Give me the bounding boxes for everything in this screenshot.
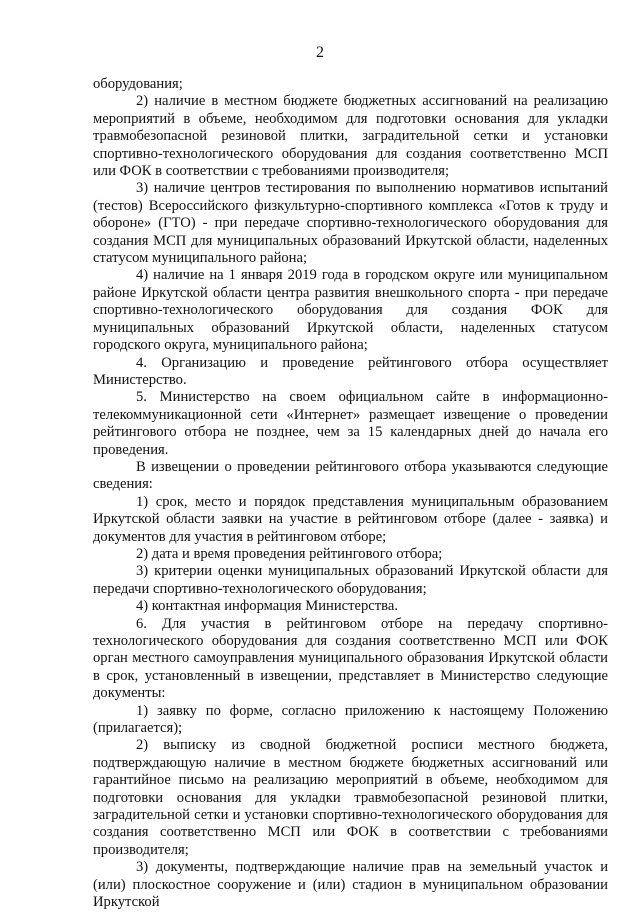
paragraph-item-4-sports-center: 4) наличие на 1 января 2019 года в городском округе или муниципальном районе Иркутской области центра развития внешкольного спорта - при передаче спортивно-технологического оборудования для создания ФОК для муниципальных образований Иркутской области, наделенных статусом городского округа, муниципального района; <box>93 267 608 354</box>
paragraph-doc-item-2: 2) выписку из сводной бюджетной росписи местного бюджета, подтверждающую наличие в местном бюджете бюджетных ассигнований или гарантийное письмо на реализацию мероприятий в объеме, необходимом для подготовки основания для укладки травмобезопасной резиновой плитки, заградительной сетки и установки спортивно-технологического оборудования для создания соответственно МСП или ФОК в соответствии с требованиями производителя; <box>93 737 608 858</box>
paragraph-notice-intro: В извещении о проведении рейтингового отбора указываются следующие сведения: <box>93 458 608 493</box>
page-number: 2 <box>316 44 324 61</box>
paragraph-notice-item-2: 2) дата и время проведения рейтингового отбора; <box>136 545 443 562</box>
paragraph-item-3-testing-centers: 3) наличие центров тестирования по выполнению нормативов испытаний (тестов) Всероссийского физкультурно-спортивного комплекса «Готов к труду и обороне» (ГТО) - при передаче спортивно-технологического оборудования для создания МСП для муниципальных образований Иркутской области, наделенных статусом муниципального района; <box>93 180 608 267</box>
document-body <box>93 76 608 912</box>
paragraph-clause-4: 4. Организацию и проведение рейтингового отбора осуществляет Министерство. <box>93 354 608 388</box>
paragraph-notice-item-4: 4) контактная информация Министерства. <box>136 598 398 615</box>
paragraph-notice-item-1: 1) срок, место и порядок представления муниципальным образованием Иркутской области заявки на участие в рейтинговом отборе (далее - заявка) и документов для участия в рейтинговом отборе; <box>93 493 608 545</box>
paragraph-clause-6: 6. Для участия в рейтинговом отборе на передачу спортивно-технологического оборудования для создания соответственно МСП или ФОК орган местного самоуправления муниципального образования Иркутской области в срок, установленный в извещении, представляет в Министерство следующие документы: <box>93 615 608 702</box>
paragraph-item-2-budget: 2) наличие в местном бюджете бюджетных ассигнований на реализацию мероприятий в объеме, необходимом для подготовки основания для укладки травмобезопасной резиновой плитки, заградительной сетки и установки спортивно-технологического оборудования для создания соответственно МСП или ФОК в соответствии с требованиями производителя; <box>93 93 608 180</box>
paragraph-doc-item-3: 3) документы, подтверждающие наличие прав на земельный участок и (или) плоскостное сооружение и (или) стадион в муниципальном образовании Иркутской <box>93 859 608 911</box>
paragraph-doc-item-1: 1) заявку по форме, согласно приложению к настоящему Положению (прилагается); <box>93 702 608 737</box>
paragraph-notice-item-3: 3) критерии оценки муниципальных образований Иркутской области для передачи спортивно-технологического оборудования; <box>93 563 608 597</box>
paragraph-continuation: оборудования; <box>93 76 183 92</box>
paragraph-clause-5: 5. Министерство на своем официальном сайте в информационно-телекоммуникационной сети «Интернет» размещает извещение о проведении рейтингового отбора не позднее, чем за 15 календарных дней до начала его проведения. <box>93 389 608 458</box>
